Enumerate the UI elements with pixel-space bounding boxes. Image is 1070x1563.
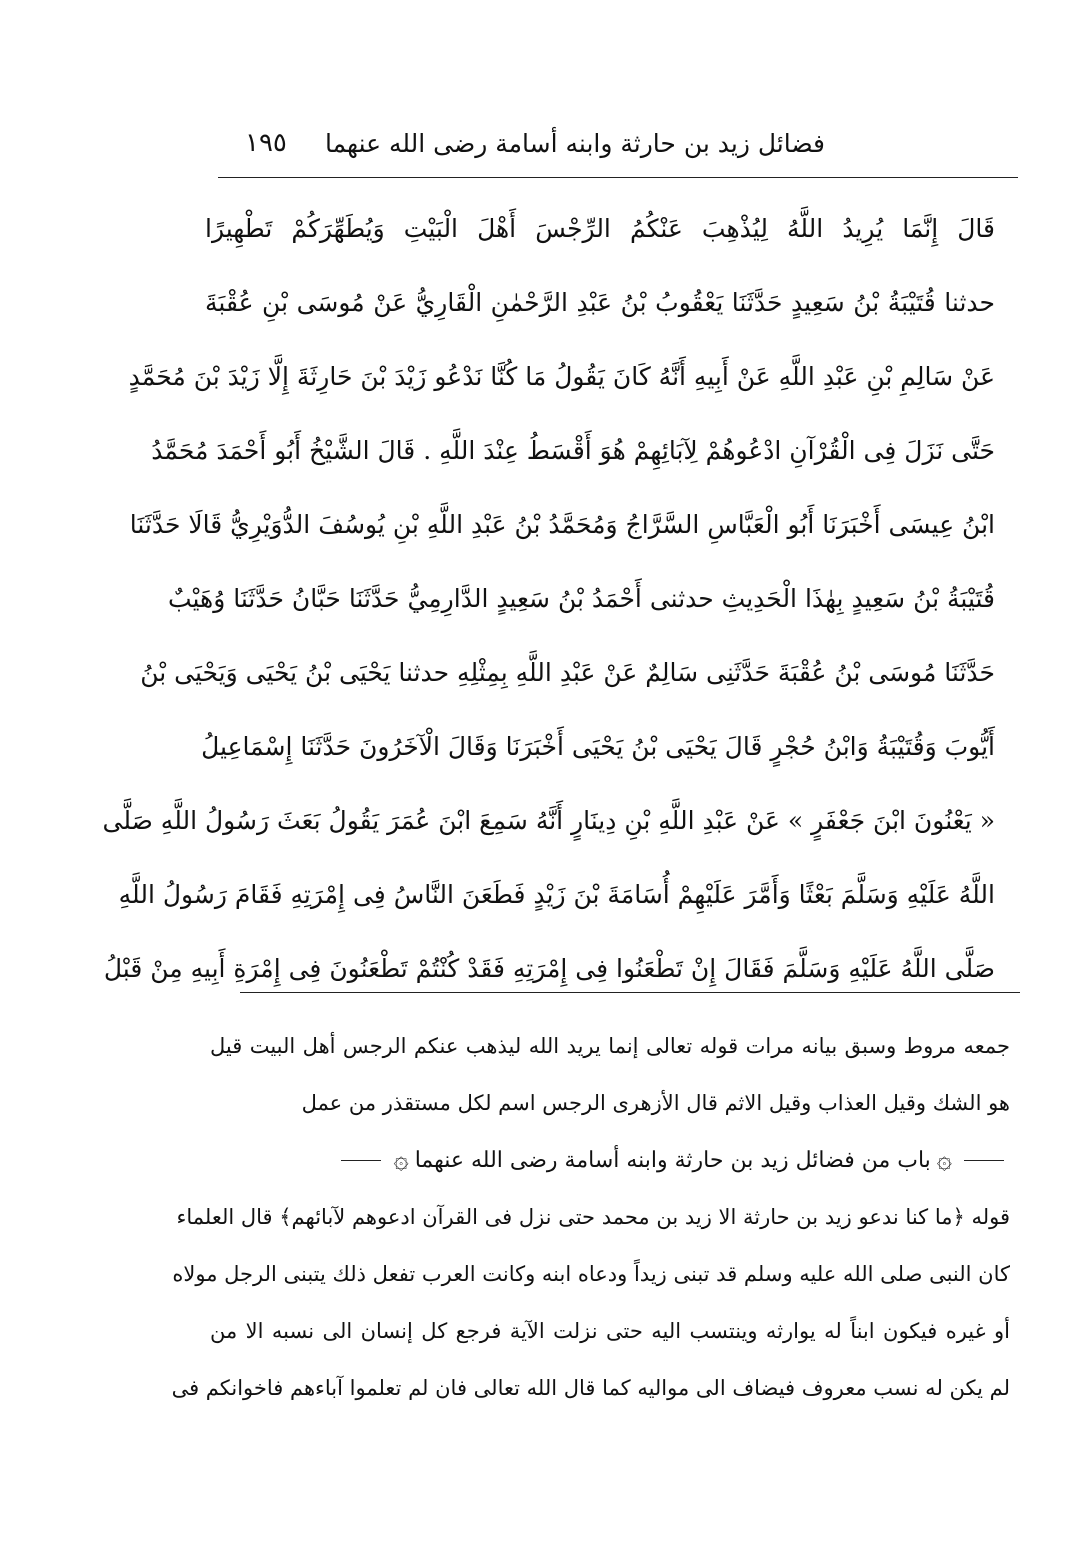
commentary-section: [171, 1018, 1010, 1417]
main-text-line: اللَّهُ عَلَيْهِ وَسَلَّمَ بَعْثًا وَأَمَّرَ عَلَيْهِمْ أُسَامَةَ بْنَ زَيْدٍ فَطَعَنَ النَّاسُ فِى إِمْرَتِهِ فَقَامَ رَسُولُ اللَّهِ: [118, 880, 995, 909]
main-text-line: قَالَ إِنَّمَا يُرِيدُ اللَّهُ لِيُذْهِبَ عَنْكُمُ الرِّجْسَ أَهْلَ الْبَيْتِ وَيُطَهِّرَكُمْ تَطْهِيرًا: [205, 214, 995, 243]
header-divider: [218, 177, 1018, 178]
commentary-line: أو غيره فيكون ابناً له يوارثه وينتسب اليه حتى نزلت الآية فرجع كل إنسان الى نسبه الا من: [210, 1319, 1010, 1343]
main-text-line: حَدَّثَنَا مُوسَى بْنُ عُقْبَةَ حَدَّثَنِى سَالِمٌ عَنْ عَبْدِ اللَّهِ بِمِثْلِهِ حدثنا يَحْيَى بْنُ يَحْيَى وَيَحْيَى بْنُ: [140, 658, 995, 687]
commentary-divider: [240, 992, 1020, 993]
main-text-line: حدثنا قُتَيْبَةُ بْنُ سَعِيدٍ حَدَّثَنَا يَعْقُوبُ بْنُ عَبْدِ الرَّحْمٰنِ الْقَارِيُّ عَنْ مُوسَى بْنِ عُقْبَةَ: [205, 288, 995, 317]
main-text-line: حَتَّى نَزَلَ فِى الْقُرْآنِ ادْعُوهُمْ لِآبَائِهِمْ هُوَ أَقْسَطُ عِنْدَ اللَّهِ . قَالَ الشَّيْخُ أَبُو أَحْمَدَ مُحَمَّدُ: [151, 436, 995, 465]
ornament-icon: ۞: [393, 1145, 409, 1175]
ornament-icon: ۞: [936, 1145, 952, 1175]
main-hadith-text: [102, 192, 995, 1006]
main-text-line: « يَعْنُونَ ابْنَ جَعْفَرٍ » عَنْ عَبْدِ اللَّهِ بْنِ دِينَارٍ أَنَّهُ سَمِعَ ابْنَ عُمَرَ يَقُولُ بَعَثَ رَسُولُ اللَّهِ صَلَّى: [102, 806, 995, 835]
page-number: ١٩٥: [245, 128, 287, 158]
commentary-line: جمعه مروط وسبق بيانه مرات قوله تعالى إنما يريد الله ليذهب عنكم الرجس أهل البيت قيل: [210, 1034, 1010, 1058]
running-title: فضائل زيد بن حارثة وابنه أسامة رضى الله عنهما: [324, 128, 825, 158]
main-text-line: ابْنُ عِيسَى أَخْبَرَنَا أَبُو الْعَبَّاسِ السَّرَّاجُ وَمُحَمَّدُ بْنُ عَبْدِ اللَّهِ بْنِ يُوسُفَ الدُّوَيْرِيُّ قَالَا حَدَّثَنَا: [129, 510, 995, 539]
main-text-line: صَلَّى اللَّهُ عَلَيْهِ وَسَلَّمَ فَقَالَ إِنْ تَطْعَنُوا فِى إِمْرَتِهِ فَقَدْ كُنْتُمْ تَطْعَنُونَ فِى إِمْرَةِ أَبِيهِ مِنْ قَبْلُ: [103, 954, 995, 983]
main-text-line: قُتَيْبَةُ بْنُ سَعِيدٍ بِهٰذَا الْحَدِيثِ حدثنى أَحْمَدُ بْنُ سَعِيدٍ الدَّارِمِيُّ حَدَّثَنَا حَبَّانُ حَدَّثَنَا وُهَيْبٌ: [167, 584, 995, 613]
page-header: [245, 118, 825, 168]
chapter-heading: باب من فضائل زيد بن حارثة وابنه أسامة رضى الله عنهما: [414, 1148, 931, 1173]
heading-dash-rule: [341, 1160, 381, 1161]
commentary-line: هو الشك وقيل العذاب وقيل الاثم قال الأزهرى الرجس اسم لكل مستقذر من عمل: [301, 1091, 1010, 1115]
main-text-line: أَيُّوبَ وَقُتَيْبَةُ وَابْنُ حُجْرٍ قَالَ يَحْيَى بْنُ يَحْيَى أَخْبَرَنَا وَقَالَ الْآخَرُونَ حَدَّثَنَا إِسْمَاعِيلُ: [201, 732, 995, 761]
commentary-line: قوله ﴿ما كنا ندعو زيد بن حارثة الا زيد بن محمد حتى نزل فى القرآن ادعوهم لآبائهم﴾ قال العلماء: [176, 1205, 1010, 1229]
chapter-heading-row: [210, 1132, 1010, 1189]
main-text-line: عَنْ سَالِمِ بْنِ عَبْدِ اللَّهِ عَنْ أَبِيهِ أَنَّهُ كَانَ يَقُولُ مَا كُنَّا نَدْعُو زَيْدَ بْنَ حَارِثَةَ إِلَّا زَيْدَ بْنَ مُحَمَّدٍ: [128, 362, 995, 391]
commentary-line: لم يكن له نسب معروف فيضاف الى مواليه كما قال الله تعالى فان لم تعلموا آباءهم فاخوانكم فى: [171, 1376, 1010, 1400]
heading-dash-rule: [964, 1160, 1004, 1161]
commentary-line: كان النبى صلى الله عليه وسلم قد تبنى زيداً ودعاه ابنه وكانت العرب تفعل ذلك يتبنى الرجل مولاه: [172, 1262, 1010, 1286]
